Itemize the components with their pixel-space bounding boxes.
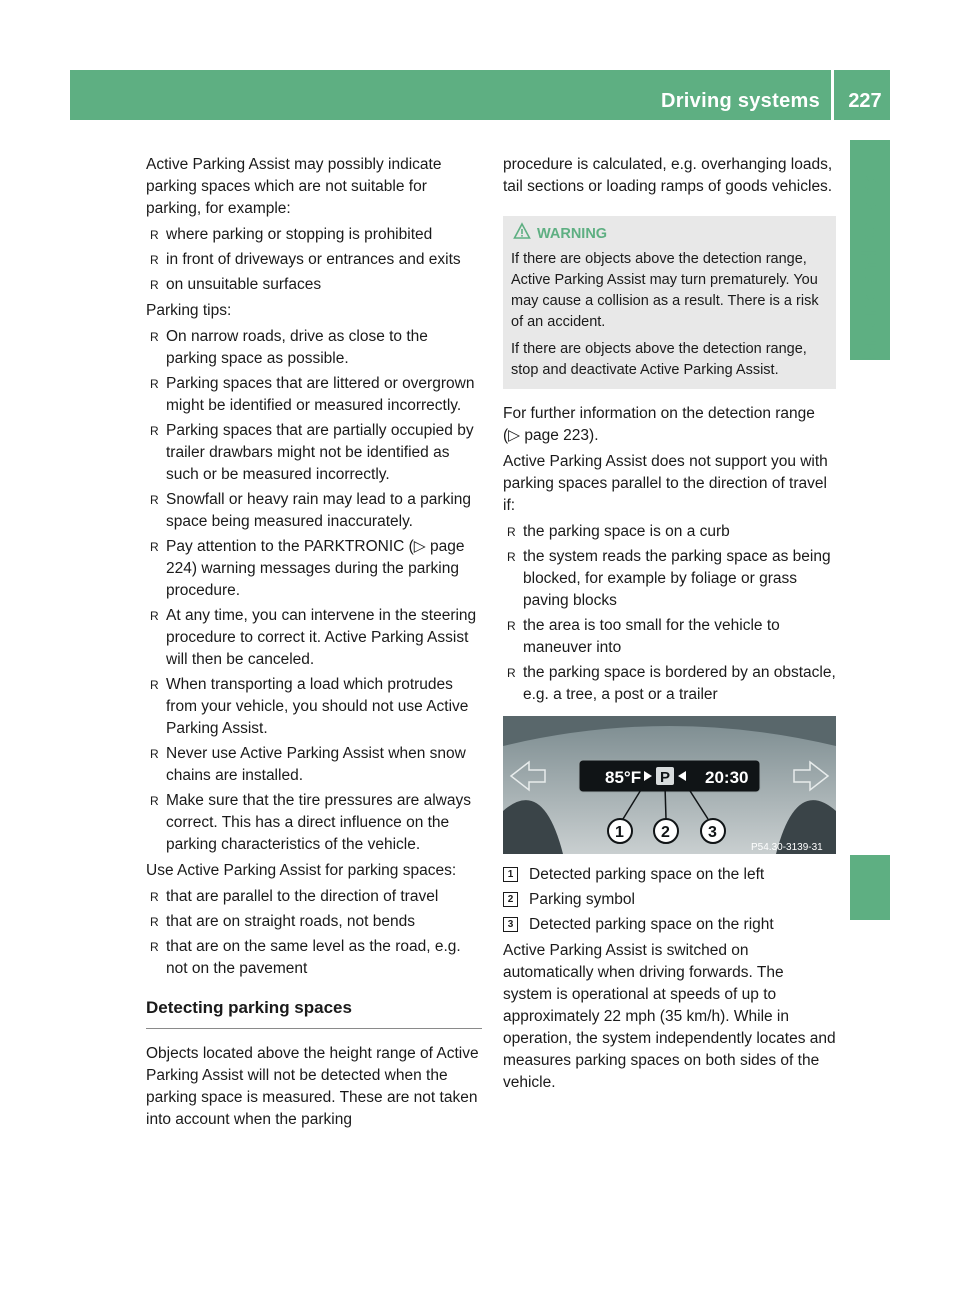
page-number: 227 [848,90,882,112]
further-info: For further information on the detection range (▷ page 223). [503,405,815,444]
section-heading: Detecting parking spaces [146,996,482,1029]
warning-box [503,216,836,389]
bullet-icon: R [150,890,159,904]
bullet-icon: R [150,915,159,929]
bullet-icon: R [150,540,159,554]
list-item: R the area is too small for the vehicle to maneuver into [507,617,780,656]
bullet-icon: R [150,253,159,267]
bullet-icon: R [150,794,159,808]
legend-item: 3 Detected parking space on the right [503,914,836,936]
bullet-icon: R [150,424,159,438]
legend-number: 2 [503,892,518,907]
list-item: R Make sure that the tire pressures are always correct. This has a direct influence on the parking characteristics of the vehicle. [150,792,471,853]
section-label: Driving and parking [859,172,881,360]
bullet-icon: R [150,228,159,242]
list-item: R the parking space is bordered by an obstacle, e.g. a tree, a post or a trailer [507,664,836,703]
right-column [503,154,836,1098]
tips-heading: Parking tips: [146,302,232,319]
temperature-readout: 85°F [605,768,642,787]
callout-3: 3 [708,824,717,841]
legend-item: 1 Detected parking space on the left [503,864,836,886]
tips-list [146,326,482,856]
warning-icon [513,222,531,247]
section-marker [850,855,890,920]
list-item: R At any time, you can intervene in the steering procedure to correct it. Active Parking Assist will then be canceled. [150,607,477,668]
list-item: R where parking or stopping is prohibited [146,224,482,246]
list-item: R When transporting a load which protrudes from your vehicle, you should not use Active Parking Assist. [150,676,469,737]
bullet-icon: R [150,747,159,761]
figure-code: P54.30-3139-31 [751,842,823,853]
warning-text-1: If there are objects above the detection range, Active Parking Assist may turn prematurely. You may cause a collision as a result. There is a risk of an accident. [511,251,819,330]
list-item: R Snowfall or heavy rain may lead to a parking space being measured inaccurately. [150,491,471,530]
left-column [146,154,482,1135]
list-item: R Parking spaces that are littered or overgrown might be identified or measured incorrectly. [150,375,475,414]
intro-text: Active Parking Assist may possibly indicate parking spaces which are not suitable for parking, for example: [146,156,442,217]
time-readout: 20:30 [705,768,749,787]
list-item: R in front of driveways or entrances and exits [146,249,482,271]
bullet-icon: R [150,609,159,623]
header-separator [831,70,834,120]
list-item: R On narrow roads, drive as close to the parking space as possible. [150,328,428,367]
list-item: R on unsuitable surfaces [146,274,482,296]
bullet-icon: R [507,619,516,633]
conditions-list [503,521,836,706]
legend-number: 3 [503,917,518,932]
list-item: R Pay attention to the PARKTRONIC (▷ page 224) warning messages during the parking procedure. [150,538,465,599]
bullet-icon: R [507,525,516,539]
continued-text: procedure is calculated, e.g. overhanging loads, tail sections or loading ramps of goods vehicles. [503,156,833,195]
list-item: R Parking spaces that are partially occupied by trailer drawbars might not be identified as such or be measured incorrectly. [150,422,474,483]
list-item: R that are on straight roads, not bends [146,911,482,933]
legend-number: 1 [503,867,518,882]
parking-symbol-glyph: P [660,769,671,786]
not-support-text: Active Parking Assist does not support you with parking spaces parallel to the direction of travel if: [503,453,828,514]
bullet-icon: R [507,666,516,680]
warning-text-2: If there are objects above the detection range, stop and deactivate Active Parking Assist. [511,341,807,378]
legend-item: 2 Parking symbol [503,889,836,911]
callout-2: 2 [661,824,670,841]
bullet-icon: R [150,278,159,292]
unsuitable-list [146,224,482,296]
list-item: R Never use Active Parking Assist when snow chains are installed. [150,745,466,784]
bullet-icon: R [150,940,159,954]
list-item: R the system reads the parking space as being blocked, for example by foliage or grass paving blocks [507,548,831,609]
use-heading: Use Active Parking Assist for parking spaces: [146,862,457,879]
use-list [146,886,482,980]
bullet-icon: R [150,493,159,507]
closing-text: Active Parking Assist is switched on automatically when driving forwards. The system is operational at speeds of up to approximately 22 mph (35 km/h). While in operation, the system independently locates and measures parking spaces on both sides of the vehicle. [503,942,836,1091]
bullet-icon: R [150,678,159,692]
bullet-icon: R [150,377,159,391]
warning-title: WARNING [537,224,828,245]
list-item: R that are parallel to the direction of travel [146,886,482,908]
bullet-icon: R [150,330,159,344]
objects-text: Objects located above the height range of Active Parking Assist will not be detected when the parking space is measured. These are not taken into account when the parking [146,1045,479,1128]
callout-1: 1 [615,824,624,841]
page-title: Driving systems [660,90,820,112]
cluster-illustration [503,716,836,854]
instrument-cluster-figure [503,716,836,854]
bullet-icon: R [507,550,516,564]
list-item: R that are on the same level as the road, e.g. not on the pavement [150,938,461,977]
list-item: R the parking space is on a curb [503,521,836,543]
figure-legend [503,864,836,936]
